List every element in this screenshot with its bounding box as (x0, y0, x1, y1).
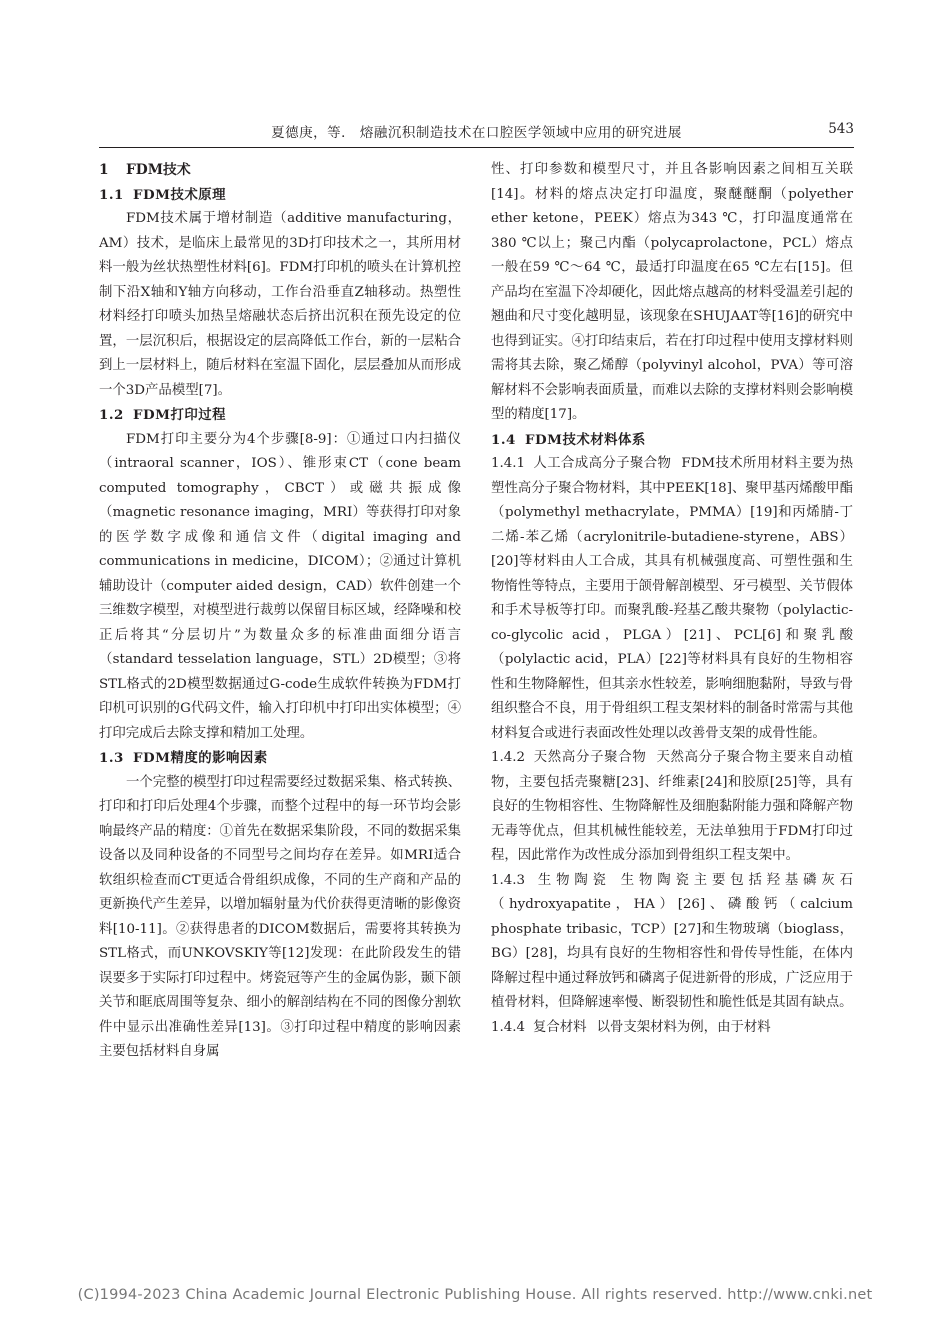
subsection-title: FDM打印过程 (133, 407, 227, 423)
paragraph-text: 以骨支架材料为例，由于材料 (596, 1019, 771, 1035)
paragraph: 一个完整的模型打印过程需要经过数据采集、格式转换、打印和打印后处理4个步骤，而整个过程中的每一环节均会影响最终产品的精度：①首先在数据采集阶段，不同的数据采集设备以及同种设备的不同型号之间均存在差异。如MRI适合软组织检查而CT更适合骨组织成像，不同的生产商和产品的更新换代产生差异，以增加辐射量为代价获得更清晰的影像资料[10-11]。②获得患者的DICOM数据后，需要将其转换为STL格式，而UNKOVSKIY等[12]发现：在此阶段发生的错误要多于实际打印过程中。烤瓷冠等产生的金属伪影，颞下颌关节和眶底周围等复杂、细小的解剖结构在不同的图像分割软件中显示出准确性差异[13]。③打印过程中精度的影响因素主要包括材料自身属 (99, 774, 461, 1059)
page-number: 543 (828, 121, 854, 137)
right-column (491, 158, 853, 1040)
subsection-heading (99, 746, 461, 771)
left-column (99, 158, 461, 1065)
subsection-heading (491, 428, 853, 453)
subsection-number: 1.4 (491, 431, 516, 448)
paragraph-text: 天然高分子聚合物主要来自动植物，主要包括壳聚糖[23]、纤维素[24]和胶原[25]等，具有良好的生物相容性、生物降解性及细胞黏附能力强和降解产物无毒等优点，但其机械性能较差，无法单独用于FDM打印过程，因此常作为改性成分添加到骨组织工程支架中。 (491, 750, 854, 863)
subsection-number: 1.1 (99, 186, 124, 203)
subsubsection-number: 1.4.4 (491, 1019, 526, 1035)
header-rule (99, 147, 854, 148)
section-title: FDM技术 (126, 162, 191, 178)
subsubsection-number: 1.4.3 (491, 872, 526, 888)
paragraph-text: FDM技术所用材料主要为热塑性高分子聚合物材料，其中PEEK[18]、聚甲基丙烯酸甲酯（polymethyl methacrylate，PMMA）[19]和丙烯腈-丁二烯-苯乙烯（acrylonitrile-butadiene-styrene，ABS）[20]等材料由人工合成，其具有机械强度高、可塑性强和生物惰性等特点，主要用于颌骨解剖模型、牙弓模型、关节假体和手术导板等打印。而聚乳酸-羟基乙酸共聚物（polylactic-co-glycolic acid，PLGA）[21]、PCL[6]和聚乳酸（polylactic acid，PLA）[22]等材料具有良好的生物相容性和生物降解性，但其亲水性较差，影响细胞黏附，导致与骨组织整合不良，用于骨组织工程支架材料的制备时常需与其他材料复合或进行表面改性处理以改善骨支架的成骨性能。 (491, 456, 853, 741)
running-header (99, 118, 854, 148)
section-heading (99, 158, 461, 183)
running-title: 夏德庚，等． 熔融沉积制造技术在口腔医学领域中应用的研究进展 (271, 125, 682, 141)
paragraph-text: 生物陶瓷主要包括羟基磷灰石（hydroxyapatite，HA）[26]、磷酸钙（calcium phosphate tribasic，TCP）[27]和生物玻璃（bioglass，BG）[28]，均具有良好的生物相容性和骨传导性能，在体内降解过程中通过释放钙和磷离子促进新骨的形成，广泛应用于植骨材料，但降解速率慢、断裂韧性和脆性低是其固有缺点。 (491, 872, 854, 1010)
subsubsection-paragraph (491, 869, 853, 1016)
paragraph: FDM技术属于增材制造（additive manufacturing，AM）技术，是临床上最常见的3D打印技术之一，其所用材料一般为丝状热塑性材料[6]。FDM打印机的喷头在计算机控制下沿X轴和Y轴方向移动，工作台沿垂直Z轴移动。热塑性材料经打印喷头加热呈熔融状态后挤出沉积在预先设定的位置，一层沉积后，根据设定的层高降低工作台，新的一层粘合到上一层材料上，随后材料在室温下固化，层层叠加从而形成一个3D产品模型[7]。 (99, 211, 461, 398)
subsection-number: 1.2 (99, 407, 124, 423)
subsubsection-paragraph (491, 1016, 853, 1041)
subsection-title: FDM精度的影响因素 (133, 750, 268, 766)
subsection-title: FDM技术材料体系 (525, 431, 646, 448)
subsubsection-title: 人工合成高分子聚合物 (533, 456, 672, 471)
subsubsection-number: 1.4.1 (491, 456, 526, 471)
paragraph-continued: 性、打印参数和模型尺寸，并且各影响因素之间相互关联[14]。材料的熔点决定打印温度，聚醚醚酮（polyether ether ketone，PEEK）熔点为343 ℃，打印温度通常在380 ℃以上；聚己内酯（polycaprolactone，PCL）熔点一般在59 ℃～64 ℃，最适打印温度在65 ℃左右[15]。但产品均在室温下冷却硬化，因此熔点越高的材料受温差引起的翘曲和尺寸变化越明显，该现象在SHUJAAT等[16]的研究中也得到证实。④打印结束后，若在打印过程中使用支撑材料则需将其去除，聚乙烯醇（polyvinyl alcohol，PVA）等可溶解材料不会影响表面质量，而难以去除的支撑材料则会影响模型的精度[17]。 (491, 162, 853, 422)
subsection-number: 1.3 (99, 750, 124, 766)
subsection-heading (99, 183, 461, 208)
subsubsection-title: 生物陶瓷 (533, 872, 611, 888)
subsection-title: FDM技术原理 (133, 186, 227, 203)
subsubsection-title: 天然高分子聚合物 (533, 750, 647, 765)
subsection-heading (99, 403, 461, 428)
section-number: 1 (99, 162, 109, 178)
subsubsection-title: 复合材料 (533, 1019, 587, 1035)
subsubsection-number: 1.4.2 (491, 750, 526, 765)
subsubsection-paragraph (491, 452, 853, 746)
subsubsection-paragraph (491, 746, 853, 869)
copyright-footer: (C)1994-2023 China Academic Journal Electronic Publishing House. All rights reserved. http://www.cnki.net (77, 1287, 873, 1303)
paragraph: FDM打印主要分为4个步骤[8-9]：①通过口内扫描仪（intraoral scanner，IOS）、锥形束CT（cone beam computed tomography，CBCT）或磁共振成像（magnetic resonance imaging，MRI）等获得打印对象的医学数字成像和通信文件（digital imaging and communications in medicine，DICOM）；②通过计算机辅助设计（computer aided design，CAD）软件创建一个三维数字模型，对模型进行裁剪以保留目标区域，经降噪和校正后将其“分层切片”为数量众多的标准曲面细分语言（standard tesselation language，STL）2D模型；③将STL格式的2D模型数据通过G-code生成软件转换为FDM打印机可识别的G代码文件，输入打印机中打印出实体模型；④打印完成后去除支撑和精加工处理。 (99, 431, 461, 741)
